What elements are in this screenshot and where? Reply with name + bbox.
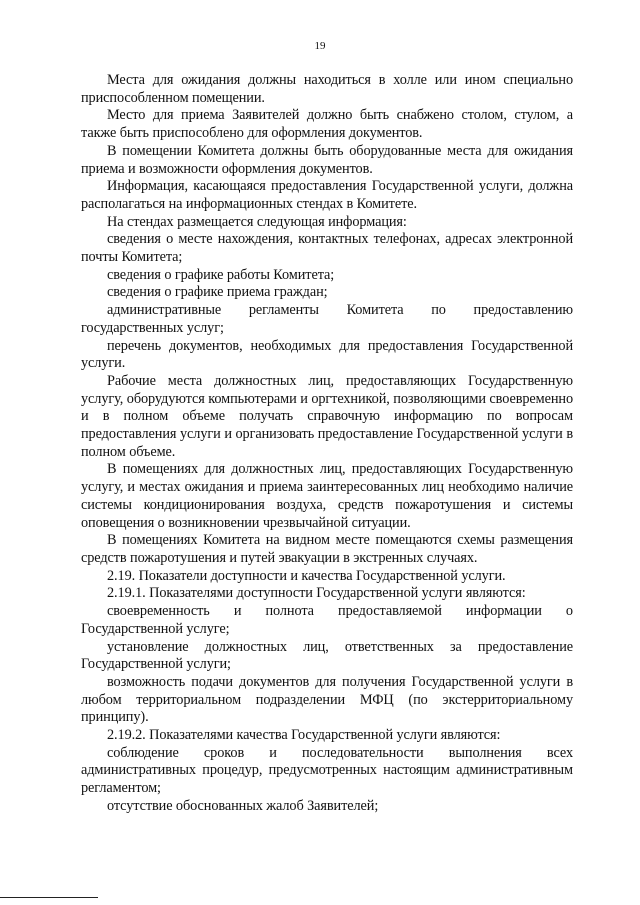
section-heading: 2.19. Показатели доступности и качества Государственной услуги. (107, 567, 506, 584)
paragraph: сведения о графике работы Комитета; (107, 266, 335, 283)
paragraph: На стендах размещается следующая информация: (107, 213, 407, 230)
paragraph: отсутствие обоснованных жалоб Заявителей; (107, 797, 379, 814)
paragraph: своевременность и полнота предоставляемой информации о Государственной услуге; (81, 603, 573, 637)
paragraph: соблюдение сроков и последовательности выполнения всех административных процедур, предусмотренных настоящим административным регламентом; (81, 744, 573, 797)
subsection-heading: 2.19.1. Показателями доступности Государственной услуги являются: (107, 585, 526, 602)
paragraph: сведения о графике приема граждан; (107, 284, 328, 301)
paragraph: установление должностных лиц, ответственных за предоставление Государственной услуги; (81, 638, 573, 673)
paragraph: Места для ожидания должны находиться в холле или ином специально приспособленном помещении. (81, 72, 573, 106)
paragraph: В помещениях для должностных лиц, предоставляющих Государственную услугу, и местах ожидания и приема заинтересованных лиц необходимо наличие системы кондиционирования воздуха, средств пожаротушения и системы оповещения о возникновении чрезвычайной ситуации. (81, 461, 573, 531)
paragraph: В помещениях Комитета на видном месте помещаются схемы размещения средств пожаротушения и путей эвакуации в экстренных случаях. (81, 532, 573, 566)
paragraph: перечень документов, необходимых для предоставления Государственной услуги. (81, 337, 573, 372)
paragraph: административные регламенты Комитета по предоставлению государственных услуг; (81, 302, 573, 336)
paragraph: Место для приема Заявителей должно быть снабжено столом, стулом, а также быть приспособлено для оформления документов. (81, 107, 573, 142)
paragraph: Информация, касающаяся предоставления Государственной услуги, должна располагаться на информационных стендах в Комитете. (81, 178, 573, 212)
paragraph: В помещении Комитета должны быть оборудованные места для ожидания приема и возможности оформления документов. (81, 142, 573, 177)
document-body (81, 72, 573, 816)
paragraph: Рабочие места должностных лиц, предоставляющих Государственную услугу, оборудуются компьютерами и оргтехникой, позволяющими своевременно и в полном объеме получать справочную информацию по вопросам предоставления услуги и организовать предоставление Государственной услуги в полном объеме. (81, 372, 573, 460)
paragraph: возможность подачи документов для получения Государственной услуги в любом территориальном подразделении МФЦ (по экстерриториальному принципу). (81, 673, 573, 726)
page-number: 19 (314, 40, 326, 52)
footnote-divider (0, 897, 98, 898)
subsection-heading: 2.19.2. Показателями качества Государственной услуги являются: (107, 727, 501, 744)
paragraph: сведения о месте нахождения, контактных телефонах, адресах электронной почты Комитета; (81, 231, 573, 266)
